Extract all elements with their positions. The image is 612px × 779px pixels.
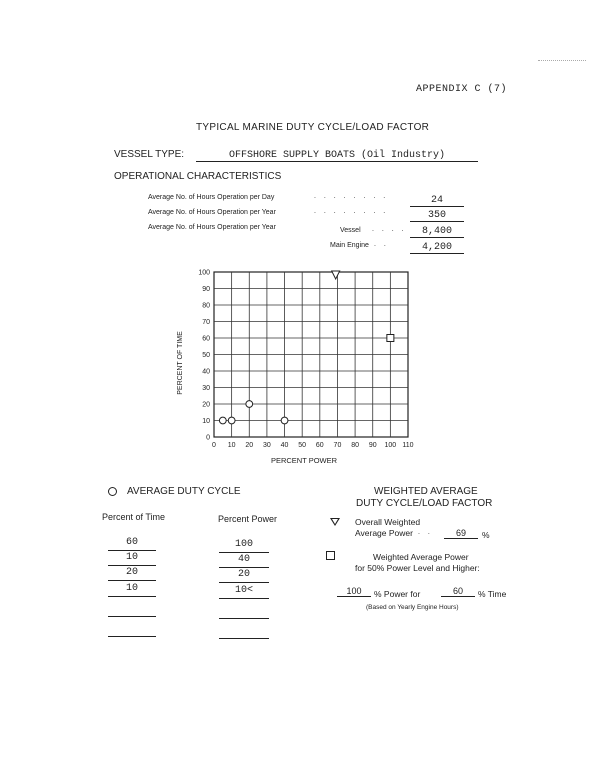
overall-weighted-line2: Average Power xyxy=(355,528,413,538)
y-tick-label: 20 xyxy=(202,401,210,409)
yearly-hours-note: (Based on Yearly Engine Hours) xyxy=(366,604,459,611)
x-tick-label: 110 xyxy=(402,442,414,449)
x-tick-label: 70 xyxy=(333,442,342,449)
op-row-3-dots: . . . . xyxy=(372,226,407,233)
operational-heading: OPERATIONAL CHARACTERISTICS xyxy=(114,171,282,182)
circle-marker-icon xyxy=(108,487,117,496)
time-text: % Time xyxy=(478,589,507,599)
avg-duty-cycle-legend xyxy=(108,486,241,497)
power-value-cell: 20 xyxy=(219,569,269,583)
power-value-cell: 40 xyxy=(219,554,269,568)
duty-cycle-point xyxy=(281,417,288,424)
op-row-1-label: Average No. of Hours Operation per Day xyxy=(148,194,275,201)
x-tick-label: 10 xyxy=(227,442,236,449)
weighted-avg-line2: for 50% Power Level and Higher: xyxy=(355,563,480,573)
y-tick-label: 70 xyxy=(202,319,210,326)
y-tick-label: 10 xyxy=(202,418,210,425)
op-row-3-value: 8,400 xyxy=(410,226,464,238)
duty-cycle-point xyxy=(219,417,226,424)
y-tick-label: 60 xyxy=(202,335,210,343)
time-value: 60 xyxy=(441,586,475,597)
op-row-4-value: 4,200 xyxy=(410,242,464,254)
duty-cycle-point xyxy=(246,401,253,408)
y-tick-label: 100 xyxy=(198,269,210,277)
x-tick-label: 100 xyxy=(384,442,397,449)
overall-weighted-value: 69 xyxy=(444,528,478,539)
x-tick-label: 60 xyxy=(315,442,324,449)
x-tick-label: 50 xyxy=(298,442,307,449)
col-header-power: Percent Power xyxy=(218,514,278,524)
overall-weighted-unit: % xyxy=(482,530,490,540)
y-tick-label: 0 xyxy=(206,434,210,442)
x-axis-title: PERCENT POWER xyxy=(270,456,338,465)
vessel-type-label: VESSEL TYPE: xyxy=(114,149,185,160)
power-value-cell: 10< xyxy=(219,585,269,599)
y-tick-label: 50 xyxy=(202,352,210,359)
overall-weighted-triangle-point xyxy=(332,271,340,279)
duty-cycle-chart xyxy=(160,260,430,475)
y-tick-label: 40 xyxy=(202,368,210,376)
scan-mark xyxy=(538,60,586,61)
op-row-4-sub: Main Engine xyxy=(330,242,369,249)
avg-duty-cycle-title: AVERAGE DUTY CYCLE xyxy=(127,486,241,497)
y-tick-label: 80 xyxy=(202,302,210,310)
weighted-average-square-point xyxy=(387,335,394,342)
y-axis-title: PERCENT OF TIME xyxy=(177,331,184,395)
op-row-1-dots: . . . . . . . . xyxy=(314,193,389,200)
duty-cycle-point xyxy=(228,417,235,424)
power-value-cell xyxy=(219,625,269,639)
overall-dots: . . xyxy=(418,529,433,536)
time-value-cell: 60 xyxy=(108,537,156,551)
op-row-1-value: 24 xyxy=(410,195,464,207)
op-row-2-label: Average No. of Hours Operation per Year xyxy=(148,209,276,216)
time-value-cell xyxy=(108,623,156,637)
op-row-3-label: Average No. of Hours Operation per Year xyxy=(148,224,276,231)
op-row-4-dots: . . xyxy=(374,241,389,248)
op-row-2-value: 350 xyxy=(410,210,464,222)
y-tick-label: 30 xyxy=(202,385,210,392)
x-tick-label: 90 xyxy=(368,442,377,449)
time-value-cell xyxy=(108,603,156,617)
x-tick-label: 0 xyxy=(212,442,216,449)
power-value-cell xyxy=(219,605,269,619)
appendix-label: APPENDIX C (7) xyxy=(416,84,508,95)
time-value-cell: 10 xyxy=(108,583,156,597)
overall-weighted-line1: Overall Weighted xyxy=(355,517,421,527)
x-tick-label: 40 xyxy=(280,442,289,449)
power-value: 100 xyxy=(337,586,371,597)
time-value-cell: 20 xyxy=(108,567,156,581)
time-value-cell: 10 xyxy=(108,552,156,566)
power-text: % Power for xyxy=(374,589,421,599)
power-value-cell: 100 xyxy=(219,539,269,553)
weighted-title-1: WEIGHTED AVERAGE xyxy=(374,486,478,497)
x-tick-label: 30 xyxy=(263,442,271,449)
op-row-2-dots: . . . . . . . . xyxy=(314,208,389,215)
square-marker-icon xyxy=(326,551,335,560)
weighted-title-2: DUTY CYCLE/LOAD FACTOR xyxy=(356,498,493,509)
page-title: TYPICAL MARINE DUTY CYCLE/LOAD FACTOR xyxy=(196,122,430,133)
weighted-avg-line1: Weighted Average Power xyxy=(373,552,469,562)
col-header-time: Percent of Time xyxy=(102,512,166,522)
triangle-marker-inner xyxy=(332,519,338,524)
x-tick-label: 20 xyxy=(245,442,254,449)
y-tick-label: 90 xyxy=(202,286,210,293)
x-tick-label: 80 xyxy=(351,442,359,449)
op-row-3-sub: Vessel xyxy=(340,227,361,234)
vessel-type-value: OFFSHORE SUPPLY BOATS (Oil Industry) xyxy=(196,150,478,162)
